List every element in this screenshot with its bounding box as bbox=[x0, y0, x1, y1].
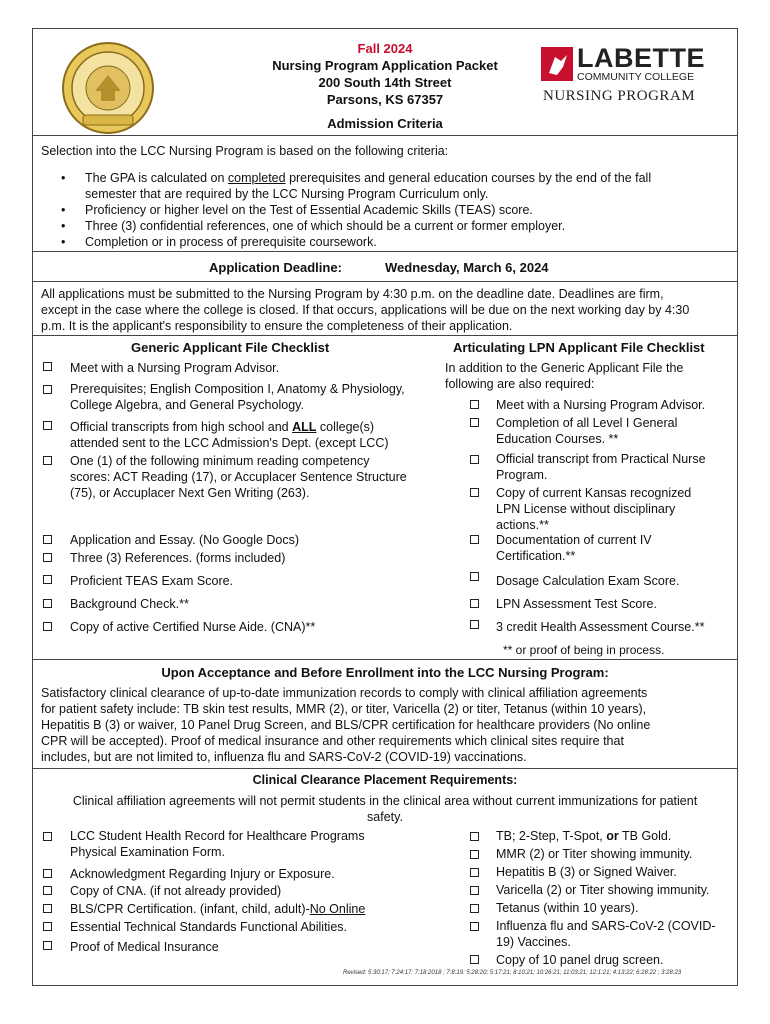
checkbox[interactable] bbox=[470, 922, 479, 931]
list-item: LCC Student Health Record for Healthcare Programs bbox=[70, 829, 365, 843]
list-item: scores: ACT Reading (17), or Accuplacer Sentence Structure bbox=[70, 470, 407, 484]
logo-program: NURSING PROGRAM bbox=[543, 88, 696, 104]
list-item: Education Courses. ** bbox=[496, 432, 619, 446]
clinical-heading: Clinical Clearance Placement Requirements: bbox=[252, 773, 518, 787]
acceptance-heading: Upon Acceptance and Before Enrollment into the LCC Nursing Program: bbox=[161, 665, 609, 680]
list-item: Physical Examination Form. bbox=[70, 845, 225, 859]
list-item: Prerequisites; English Composition I, Anatomy & Physiology, bbox=[70, 382, 405, 396]
lpn-intro: following are also required: bbox=[445, 377, 595, 391]
list-item: • Proficiency or higher level on the Test of Essential Academic Skills (TEAS) score. bbox=[61, 203, 533, 217]
divider bbox=[33, 135, 737, 136]
list-item: 19) Vaccines. bbox=[496, 935, 571, 949]
list-item: Copy of current Kansas recognized bbox=[496, 486, 692, 500]
cardinal-logo-icon bbox=[541, 47, 573, 81]
deadline-line: except in the case where the college is closed. If that occurs, applications will be due on the next working day by 4:30 bbox=[41, 303, 690, 317]
checkbox[interactable] bbox=[470, 832, 479, 841]
revised-dates: Revised: 5:30:17; 7:24:17; 7:18:2018 ; 7:8:19: 5:28:20; 5:17:21; 8:10:21; 10:26:21; 11:03:21; 12:1:21; 4:13:22; 6:28:22 ; 3:28:23 bbox=[343, 970, 682, 976]
list-item: actions.** bbox=[496, 518, 549, 532]
list-item: Meet with a Nursing Program Advisor. bbox=[70, 361, 280, 375]
checkbox[interactable] bbox=[43, 869, 52, 878]
deadline-label: Application Deadline: bbox=[209, 260, 342, 275]
list-item: Influenza flu and SARS-CoV-2 (COVID- bbox=[496, 919, 716, 933]
divider bbox=[33, 335, 737, 336]
list-item: Certification.** bbox=[496, 549, 576, 563]
list-item: TB; 2-Step, T-Spot, or TB Gold. bbox=[496, 829, 672, 843]
list-item: • Three (3) confidential references, one of which should be a current or former employer. bbox=[61, 219, 566, 233]
divider bbox=[33, 768, 737, 769]
acceptance-line: for patient safety include: TB skin test results, MMR (2), or titer, Varicella (2) or titer, Tetanus (within 10 years), bbox=[41, 702, 647, 716]
acceptance-line: Hepatitis B (3) or waiver, 10 Panel Drug Screen, and BLS/CPR certification for healthcare providers (No online bbox=[41, 718, 651, 732]
acceptance-line: includes, but are not limited to, influenza flu and SARS-CoV-2 (COVID-19) vaccinations. bbox=[41, 750, 527, 764]
checkbox[interactable] bbox=[43, 832, 52, 841]
list-item: One (1) of the following minimum reading competency bbox=[70, 454, 370, 468]
deadline-date: Wednesday, March 6, 2024 bbox=[385, 260, 549, 275]
checkbox[interactable] bbox=[43, 456, 52, 465]
list-item: BLS/CPR Certification. (infant, child, adult)-No Online bbox=[70, 902, 366, 916]
list-item: Proof of Medical Insurance bbox=[70, 940, 219, 954]
list-item: Copy of CNA. (if not already provided) bbox=[70, 884, 282, 898]
checkbox[interactable] bbox=[43, 622, 52, 631]
lpn-heading: Articulating LPN Applicant File Checklist bbox=[453, 340, 705, 355]
clinical-intro: safety. bbox=[367, 810, 403, 824]
list-item: Hepatitis B (3) or Signed Waiver. bbox=[496, 865, 677, 879]
acceptance-line: CPR will be accepted). Proof of medical insurance and other requirements which clinical sites require that bbox=[41, 734, 624, 748]
list-item: • The GPA is calculated on completed prerequisites and general education courses by the end of the fall bbox=[61, 171, 652, 185]
list-item: Three (3) References. (forms included) bbox=[70, 551, 286, 565]
application-page bbox=[32, 28, 738, 986]
list-item: Meet with a Nursing Program Advisor. bbox=[496, 398, 706, 412]
checkbox[interactable] bbox=[470, 886, 479, 895]
admission-intro: Selection into the LCC Nursing Program is based on the following criteria: bbox=[41, 144, 449, 158]
list-item: Copy of active Certified Nurse Aide. (CNA)** bbox=[70, 620, 316, 634]
street-address: 200 South 14th Street bbox=[318, 75, 452, 90]
clinical-intro: Clinical affiliation agreements will not permit students in the clinical area without current immunizations for patient bbox=[72, 794, 698, 808]
list-item: LPN License without disciplinary bbox=[496, 502, 676, 516]
list-item: Dosage Calculation Exam Score. bbox=[496, 574, 680, 588]
checkbox[interactable] bbox=[470, 488, 479, 497]
checkbox[interactable] bbox=[43, 886, 52, 895]
list-item: Copy of 10 panel drug screen. bbox=[496, 953, 664, 967]
list-item: LPN Assessment Test Score. bbox=[496, 597, 657, 611]
divider bbox=[33, 659, 737, 660]
checkbox[interactable] bbox=[470, 400, 479, 409]
checkbox[interactable] bbox=[470, 535, 479, 544]
checkbox[interactable] bbox=[470, 455, 479, 464]
checkbox[interactable] bbox=[470, 904, 479, 913]
admission-heading: Admission Criteria bbox=[327, 116, 443, 131]
checkbox[interactable] bbox=[470, 955, 479, 964]
list-item: 3 credit Health Assessment Course.** bbox=[496, 620, 705, 634]
checkbox[interactable] bbox=[470, 868, 479, 877]
checkbox[interactable] bbox=[43, 385, 52, 394]
list-item: (75), or Accuplacer Next Gen Writing (263). bbox=[70, 486, 310, 500]
list-item: Essential Technical Standards Functional Abilities. bbox=[70, 920, 348, 934]
checkbox[interactable] bbox=[43, 575, 52, 584]
acceptance-line: Satisfactory clinical clearance of up-to-date immunization records to comply with clinical affiliation agreements bbox=[41, 686, 648, 700]
checkbox[interactable] bbox=[43, 922, 52, 931]
checkbox[interactable] bbox=[43, 535, 52, 544]
list-item: Background Check.** bbox=[70, 597, 189, 611]
deadline-line: All applications must be submitted to the Nursing Program by 4:30 p.m. on the deadline date. Deadlines are firm, bbox=[41, 287, 664, 301]
divider bbox=[33, 281, 737, 282]
checkbox[interactable] bbox=[470, 599, 479, 608]
checkbox[interactable] bbox=[43, 941, 52, 950]
checkbox[interactable] bbox=[43, 362, 52, 371]
packet-title: Nursing Program Application Packet bbox=[272, 58, 498, 73]
checkbox[interactable] bbox=[470, 850, 479, 859]
checkbox[interactable] bbox=[470, 572, 479, 581]
checkbox[interactable] bbox=[43, 553, 52, 562]
list-item: Documentation of current IV bbox=[496, 533, 652, 547]
list-item: Application and Essay. (No Google Docs) bbox=[70, 533, 300, 547]
list-item: Program. bbox=[496, 468, 548, 482]
list-item: semester that are required by the LCC Nursing Program Curriculum only. bbox=[85, 187, 489, 201]
deadline-line: p.m. It is the applicant's responsibility to ensure the completeness of their application. bbox=[41, 319, 513, 333]
list-item: Official transcripts from high school and ALL college(s) bbox=[70, 420, 375, 434]
list-item: attended sent to the LCC Admission's Dept. (except LCC) bbox=[70, 436, 389, 450]
checkbox[interactable] bbox=[43, 904, 52, 913]
term-label: Fall 2024 bbox=[357, 41, 413, 56]
checkbox[interactable] bbox=[43, 599, 52, 608]
divider bbox=[33, 251, 737, 252]
list-item: • Completion or in process of prerequisite coursework. bbox=[61, 235, 377, 249]
list-item: Proficient TEAS Exam Score. bbox=[70, 574, 234, 588]
checkbox[interactable] bbox=[470, 620, 479, 629]
lpn-note: ** or proof of being in process. bbox=[503, 643, 665, 657]
city-address: Parsons, KS 67357 bbox=[326, 92, 444, 107]
checkbox[interactable] bbox=[43, 421, 52, 430]
list-item: MMR (2) or Titer showing immunity. bbox=[496, 847, 693, 861]
admission-bullets bbox=[61, 170, 730, 250]
list-item: Completion of all Level I General bbox=[496, 416, 678, 430]
lpn-intro: In addition to the Generic Applicant File the bbox=[445, 361, 684, 375]
list-item: Varicella (2) or Titer showing immunity. bbox=[496, 883, 710, 897]
generic-heading: Generic Applicant File Checklist bbox=[131, 340, 330, 355]
list-item: College Algebra, and General Psychology. bbox=[70, 398, 304, 412]
list-item: Acknowledgment Regarding Injury or Exposure. bbox=[70, 867, 335, 881]
list-item: Tetanus (within 10 years). bbox=[496, 901, 639, 915]
list-item: Official transcript from Practical Nurse bbox=[496, 452, 706, 466]
logo-subtitle: COMMUNITY COLLEGE bbox=[577, 71, 695, 83]
labette-logo bbox=[541, 45, 711, 125]
logo-name: LABETTE bbox=[577, 43, 705, 73]
checkbox[interactable] bbox=[470, 418, 479, 427]
